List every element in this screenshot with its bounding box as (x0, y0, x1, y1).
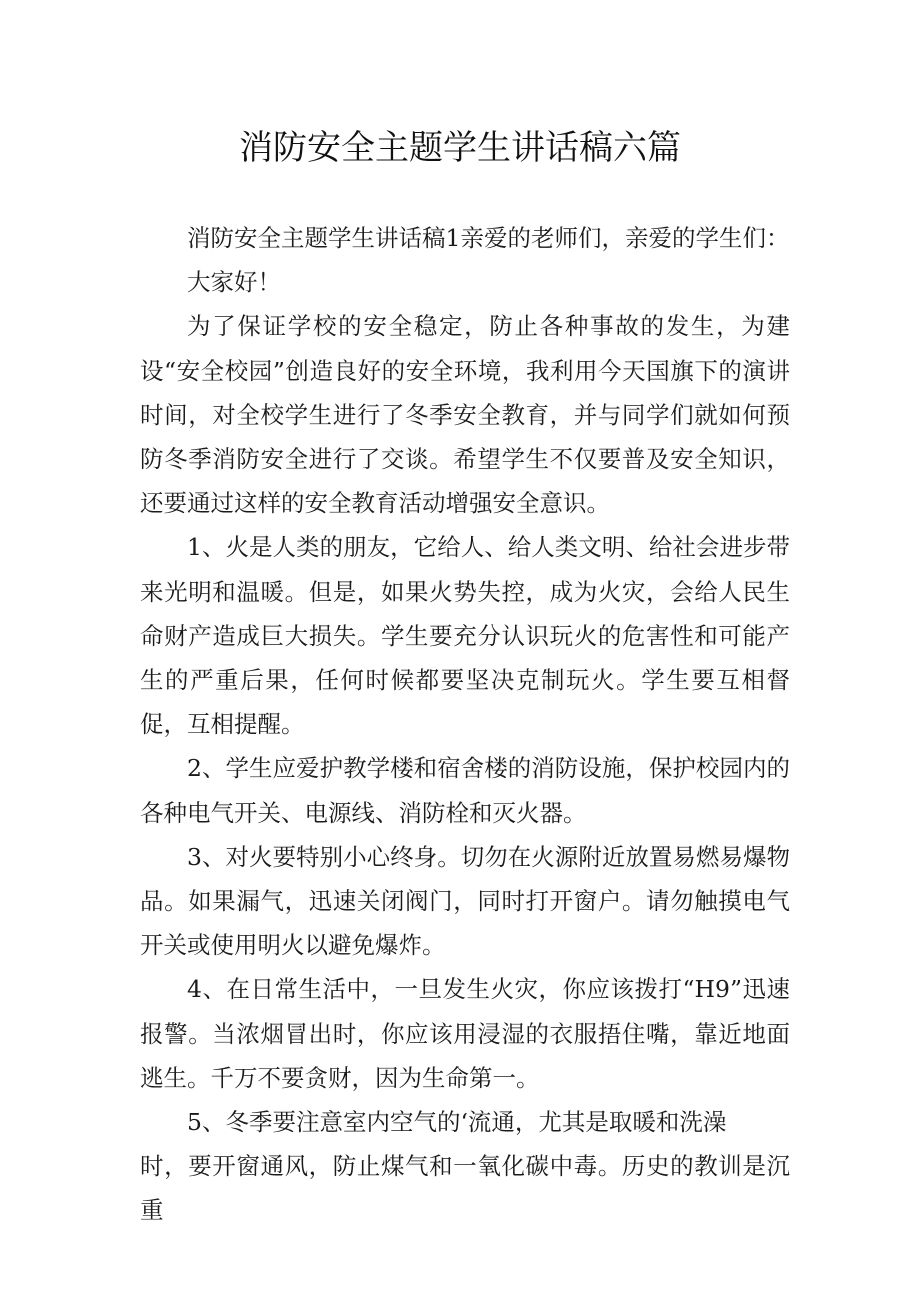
document-body (140, 216, 790, 1233)
paragraph-point-1: 1、火是人类的朋友，它给人、给人类文明、给社会进步带来光明和温暖。但是，如果火势失控，成为火灾，会给人民生命财产造成巨大损失。学生要充分认识玩火的危害性和可能产生的严重后果，任何时候都要坚决克制玩火。学生要互相督促，互相提醒。 (140, 533, 790, 739)
paragraph-purpose: 为了保证学校的安全稳定，防止各种事故的发生，为建设“安全校园”创造良好的安全环境，我利用今天国旗下的演讲时间，对全校学生进行了冬季安全教育，并与同学们就如何预防冬季消防安全进行了交谈。希望学生不仅要普及安全知识，还要通过这样的安全教育活动增强安全意识。 (140, 312, 790, 518)
paragraph-point-2: 2、学生应爱护教学楼和宿舍楼的消防设施，保护校园内的各种电气开关、电源线、消防栓和灭火器。 (140, 754, 790, 827)
paragraph-point-4: 4、在日常生活中，一旦发生火灾，你应该拨打“H9”迅速报警。当浓烟冒出时，你应该用浸湿的衣服捂住嘴，靠近地面逃生。千万不要贪财，因为生命第一。 (140, 975, 790, 1092)
paragraph-intro: 消防安全主题学生讲话稿1亲爱的老师们，亲爱的学生们： (187, 224, 790, 252)
document-title: 消防安全主题学生讲话稿六篇 (239, 128, 681, 168)
paragraph-greeting: 大家好！ (187, 268, 281, 297)
paragraph-point-5: 5、冬季要注意室内空气的‘流通，尤其是取暖和洗澡 (187, 1108, 727, 1137)
paragraph-point-3: 3、对火要特别小心终身。切勿在火源附近放置易燃易爆物品。如果漏气，迅速关闭阀门，同时打开窗户。请勿触摸电气开关或使用明火以避免爆炸。 (140, 842, 790, 960)
paragraph-point-5-continued: 时，要开窗通风，防止煤气和一氧化碳中毒。历史的教训是沉重 (140, 1152, 790, 1225)
